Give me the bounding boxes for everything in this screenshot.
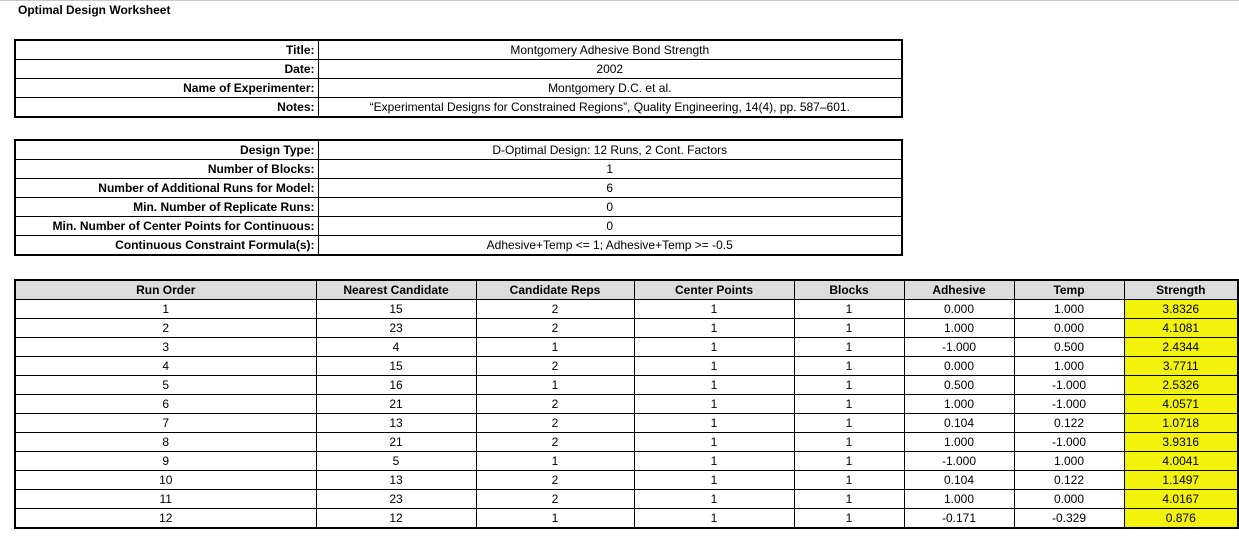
value-design-type[interactable]: D-Optimal Design: 12 Runs, 2 Cont. Factors — [318, 140, 902, 160]
cell-blocks[interactable]: 1 — [794, 452, 904, 471]
cell-strength[interactable]: 4.0041 — [1124, 452, 1238, 471]
cell-blocks[interactable]: 1 — [794, 338, 904, 357]
runs-header-row — [15, 280, 1238, 300]
cell-blocks[interactable]: 1 — [794, 509, 904, 529]
info-row-name-of-experimenter — [15, 79, 902, 98]
cell-center-points[interactable]: 1 — [634, 376, 794, 395]
cell-temp[interactable]: 1.000 — [1014, 300, 1124, 319]
cell-temp[interactable]: 0.122 — [1014, 414, 1124, 433]
cell-strength[interactable]: 0.876 — [1124, 509, 1238, 529]
cell-nearest-candidate[interactable]: 5 — [316, 452, 476, 471]
value-number-of-additional-runs-for-model[interactable]: 6 — [318, 179, 902, 198]
label-notes[interactable]: Notes: — [15, 98, 318, 118]
table-row — [15, 357, 1238, 376]
cell-candidate-reps[interactable]: 2 — [476, 490, 634, 509]
cell-candidate-reps[interactable]: 2 — [476, 433, 634, 452]
cell-temp[interactable]: 0.000 — [1014, 490, 1124, 509]
cell-adhesive[interactable]: 1.000 — [904, 433, 1014, 452]
cell-temp[interactable]: 0.000 — [1014, 319, 1124, 338]
cell-center-points[interactable]: 1 — [634, 300, 794, 319]
cell-strength[interactable]: 4.1081 — [1124, 319, 1238, 338]
cell-adhesive[interactable]: 0.000 — [904, 300, 1014, 319]
cell-adhesive[interactable]: 1.000 — [904, 319, 1014, 338]
design-row-design-type — [15, 140, 902, 160]
table-row — [15, 414, 1238, 433]
cell-candidate-reps[interactable]: 2 — [476, 471, 634, 490]
label-title[interactable]: Title: — [15, 40, 318, 60]
value-min-number-of-center-points-for-continuous[interactable]: 0 — [318, 217, 902, 236]
cell-temp[interactable]: 0.122 — [1014, 471, 1124, 490]
label-date[interactable]: Date: — [15, 60, 318, 79]
cell-adhesive[interactable]: -1.000 — [904, 452, 1014, 471]
cell-center-points[interactable]: 1 — [634, 414, 794, 433]
value-name-of-experimenter[interactable]: Montgomery D.C. et al. — [318, 79, 902, 98]
cell-run-order[interactable]: 3 — [15, 338, 316, 357]
cell-candidate-reps[interactable]: 1 — [476, 509, 634, 529]
cell-temp[interactable]: 1.000 — [1014, 452, 1124, 471]
cell-candidate-reps[interactable]: 1 — [476, 376, 634, 395]
cell-candidate-reps[interactable]: 2 — [476, 414, 634, 433]
cell-center-points[interactable]: 1 — [634, 357, 794, 376]
cell-nearest-candidate[interactable]: 15 — [316, 357, 476, 376]
cell-strength[interactable]: 4.0167 — [1124, 490, 1238, 509]
cell-candidate-reps[interactable]: 1 — [476, 452, 634, 471]
value-continuous-constraint-formula-s[interactable]: Adhesive+Temp <= 1; Adhesive+Temp >= -0.5 — [318, 236, 902, 256]
cell-center-points[interactable]: 1 — [634, 395, 794, 414]
cell-nearest-candidate[interactable]: 13 — [316, 471, 476, 490]
table-row — [15, 452, 1238, 471]
table-row — [15, 376, 1238, 395]
cell-candidate-reps[interactable]: 2 — [476, 357, 634, 376]
cell-strength[interactable]: 3.9316 — [1124, 433, 1238, 452]
cell-temp[interactable]: 0.500 — [1014, 338, 1124, 357]
cell-run-order[interactable]: 12 — [15, 509, 316, 529]
value-min-number-of-replicate-runs[interactable]: 0 — [318, 198, 902, 217]
cell-temp[interactable]: -1.000 — [1014, 376, 1124, 395]
sheet-top-border — [0, 0, 1239, 1]
info-row-notes — [15, 98, 902, 118]
cell-center-points[interactable]: 1 — [634, 452, 794, 471]
table-row — [15, 319, 1238, 338]
cell-adhesive[interactable]: 0.104 — [904, 471, 1014, 490]
cell-nearest-candidate[interactable]: 23 — [316, 319, 476, 338]
design-runs-table — [14, 279, 1239, 529]
label-min-number-of-replicate-runs[interactable]: Min. Number of Replicate Runs: — [15, 198, 318, 217]
cell-temp[interactable]: -0.329 — [1014, 509, 1124, 529]
cell-run-order[interactable]: 11 — [15, 490, 316, 509]
column-header-strength[interactable]: Strength — [1124, 280, 1238, 300]
value-date[interactable]: 2002 — [318, 60, 902, 79]
cell-blocks[interactable]: 1 — [794, 490, 904, 509]
cell-run-order[interactable]: 1 — [15, 300, 316, 319]
table-row — [15, 300, 1238, 319]
cell-strength[interactable]: 3.8326 — [1124, 300, 1238, 319]
cell-adhesive[interactable]: 0.104 — [904, 414, 1014, 433]
cell-run-order[interactable]: 4 — [15, 357, 316, 376]
info-row-date — [15, 60, 902, 79]
cell-center-points[interactable]: 1 — [634, 471, 794, 490]
label-continuous-constraint-formula-s[interactable]: Continuous Constraint Formula(s): — [15, 236, 318, 256]
cell-blocks[interactable]: 1 — [794, 357, 904, 376]
label-number-of-blocks[interactable]: Number of Blocks: — [15, 160, 318, 179]
cell-candidate-reps[interactable]: 2 — [476, 300, 634, 319]
label-name-of-experimenter[interactable]: Name of Experimenter: — [15, 79, 318, 98]
cell-adhesive[interactable]: 0.000 — [904, 357, 1014, 376]
value-notes[interactable]: “Experimental Designs for Constrained Regions”, Quality Engineering, 14(4), pp. 587–601. — [318, 98, 902, 118]
cell-nearest-candidate[interactable]: 4 — [316, 338, 476, 357]
cell-nearest-candidate[interactable]: 15 — [316, 300, 476, 319]
column-header-candidate-reps[interactable]: Candidate Reps — [476, 280, 634, 300]
cell-temp[interactable]: -1.000 — [1014, 433, 1124, 452]
cell-strength[interactable]: 1.0718 — [1124, 414, 1238, 433]
info-row-title — [15, 40, 902, 60]
cell-run-order[interactable]: 9 — [15, 452, 316, 471]
cell-blocks[interactable]: 1 — [794, 300, 904, 319]
design-row-min-number-of-center-points-for-continuous — [15, 217, 902, 236]
cell-blocks[interactable]: 1 — [794, 319, 904, 338]
cell-strength[interactable]: 2.4344 — [1124, 338, 1238, 357]
cell-center-points[interactable]: 1 — [634, 490, 794, 509]
cell-run-order[interactable]: 10 — [15, 471, 316, 490]
cell-nearest-candidate[interactable]: 12 — [316, 509, 476, 529]
cell-center-points[interactable]: 1 — [634, 338, 794, 357]
cell-nearest-candidate[interactable]: 21 — [316, 395, 476, 414]
cell-run-order[interactable]: 2 — [15, 319, 316, 338]
cell-blocks[interactable]: 1 — [794, 471, 904, 490]
design-settings-table — [14, 139, 903, 256]
value-number-of-blocks[interactable]: 1 — [318, 160, 902, 179]
cell-nearest-candidate[interactable]: 13 — [316, 414, 476, 433]
column-header-center-points[interactable]: Center Points — [634, 280, 794, 300]
table-row — [15, 433, 1238, 452]
cell-candidate-reps[interactable]: 2 — [476, 319, 634, 338]
cell-strength[interactable]: 2.5326 — [1124, 376, 1238, 395]
cell-blocks[interactable]: 1 — [794, 414, 904, 433]
column-header-adhesive[interactable]: Adhesive — [904, 280, 1014, 300]
cell-blocks[interactable]: 1 — [794, 376, 904, 395]
cell-nearest-candidate[interactable]: 21 — [316, 433, 476, 452]
cell-temp[interactable]: -1.000 — [1014, 395, 1124, 414]
cell-blocks[interactable]: 1 — [794, 395, 904, 414]
column-header-temp[interactable]: Temp — [1014, 280, 1124, 300]
column-header-blocks[interactable]: Blocks — [794, 280, 904, 300]
cell-temp[interactable]: 1.000 — [1014, 357, 1124, 376]
column-header-run-order[interactable]: Run Order — [15, 280, 316, 300]
cell-nearest-candidate[interactable]: 23 — [316, 490, 476, 509]
cell-run-order[interactable]: 5 — [15, 376, 316, 395]
cell-strength[interactable]: 3.7711 — [1124, 357, 1238, 376]
cell-candidate-reps[interactable]: 1 — [476, 338, 634, 357]
cell-adhesive[interactable]: -1.000 — [904, 338, 1014, 357]
design-row-number-of-additional-runs-for-model — [15, 179, 902, 198]
table-row — [15, 509, 1238, 529]
column-header-nearest-candidate[interactable]: Nearest Candidate — [316, 280, 476, 300]
cell-strength[interactable]: 4.0571 — [1124, 395, 1238, 414]
cell-run-order[interactable]: 7 — [15, 414, 316, 433]
worksheet-title: Optimal Design Worksheet — [18, 3, 171, 17]
cell-center-points[interactable]: 1 — [634, 433, 794, 452]
cell-run-order[interactable]: 8 — [15, 433, 316, 452]
cell-center-points[interactable]: 1 — [634, 319, 794, 338]
table-row — [15, 395, 1238, 414]
label-number-of-additional-runs-for-model[interactable]: Number of Additional Runs for Model: — [15, 179, 318, 198]
cell-center-points[interactable]: 1 — [634, 509, 794, 529]
table-row — [15, 471, 1238, 490]
cell-adhesive[interactable]: 1.000 — [904, 395, 1014, 414]
cell-run-order[interactable]: 6 — [15, 395, 316, 414]
cell-strength[interactable]: 1.1497 — [1124, 471, 1238, 490]
cell-adhesive[interactable]: 0.500 — [904, 376, 1014, 395]
cell-nearest-candidate[interactable]: 16 — [316, 376, 476, 395]
design-row-continuous-constraint-formula-s — [15, 236, 902, 256]
design-row-min-number-of-replicate-runs — [15, 198, 902, 217]
cell-adhesive[interactable]: -0.171 — [904, 509, 1014, 529]
table-row — [15, 338, 1238, 357]
value-title[interactable]: Montgomery Adhesive Bond Strength — [318, 40, 902, 60]
experiment-info-table — [14, 39, 903, 118]
label-design-type[interactable]: Design Type: — [15, 140, 318, 160]
cell-candidate-reps[interactable]: 2 — [476, 395, 634, 414]
cell-blocks[interactable]: 1 — [794, 433, 904, 452]
cell-adhesive[interactable]: 1.000 — [904, 490, 1014, 509]
design-row-number-of-blocks — [15, 160, 902, 179]
table-row — [15, 490, 1238, 509]
label-min-number-of-center-points-for-continuous[interactable]: Min. Number of Center Points for Continuous: — [15, 217, 318, 236]
